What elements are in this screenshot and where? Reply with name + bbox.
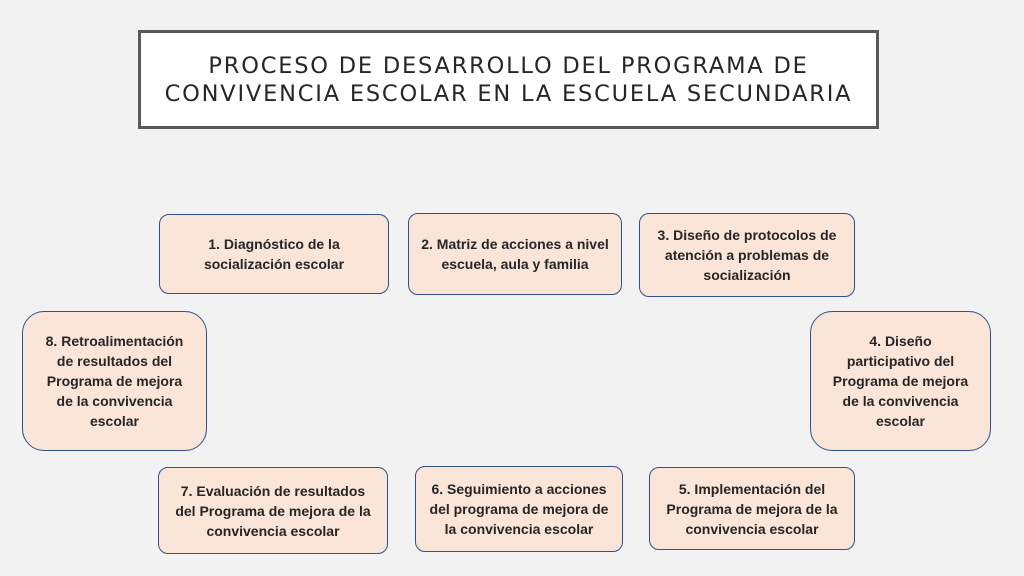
title-box bbox=[138, 30, 879, 129]
step-3-diseno-protocolos bbox=[639, 213, 855, 297]
page-title: PROCESO DE DESARROLLO DEL PROGRAMA DE CONVIVENCIA ESCOLAR EN LA ESCUELA SECUNDARIA bbox=[164, 52, 853, 107]
step-8-label: 8. Retroalimentación de resultados del Programa de mejora de la convivencia escolar bbox=[45, 333, 184, 429]
step-1-label: 1. Diagnóstico de la socialización escolar bbox=[203, 236, 345, 272]
step-6-label: 6. Seguimiento a acciones del programa de mejora de la convivencia escolar bbox=[429, 481, 609, 537]
step-5-label: 5. Implementación del Programa de mejora de la convivencia escolar bbox=[666, 480, 838, 537]
step-2-matriz-acciones bbox=[408, 213, 622, 295]
step-3-label: 3. Diseño de protocolos de atención a problemas de socialización bbox=[657, 227, 837, 283]
step-4-diseno-participativo bbox=[810, 311, 991, 451]
step-5-implementacion bbox=[649, 467, 855, 550]
step-1-diagnostico bbox=[159, 214, 389, 294]
step-4-label: 4. Diseño participativo del Programa de mejora de la convivencia escolar bbox=[832, 333, 969, 429]
step-7-label: 7. Evaluación de resultados del Programa de mejora de la convivencia escolar bbox=[175, 482, 371, 539]
step-6-seguimiento bbox=[415, 466, 623, 552]
step-7-evaluacion bbox=[158, 467, 388, 554]
step-2-label: 2. Matriz de acciones a nivel escuela, aula y familia bbox=[421, 236, 609, 272]
step-8-retroalimentacion bbox=[22, 311, 207, 451]
